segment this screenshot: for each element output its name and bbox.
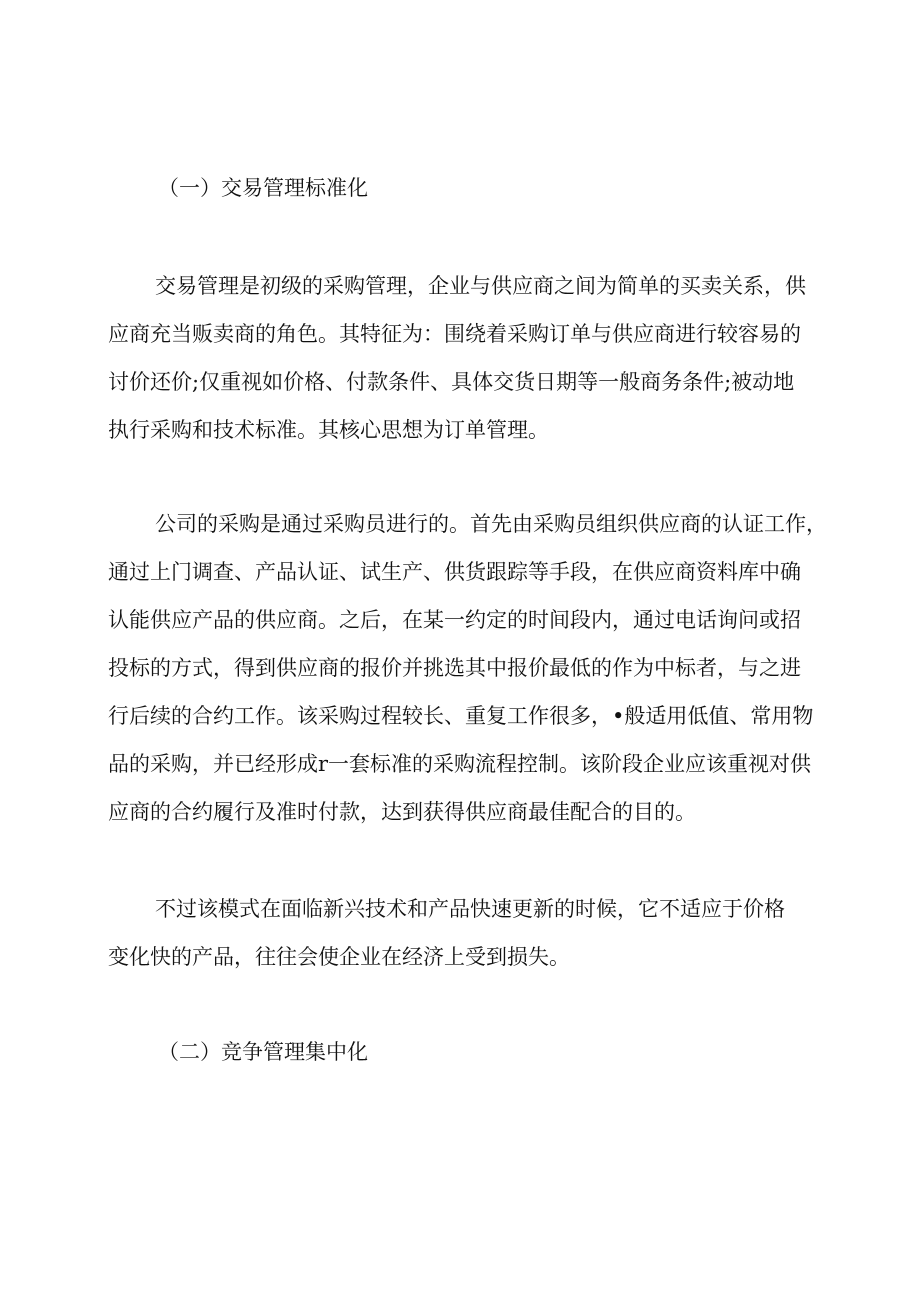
paragraph-line: 品的采购，并已经形成r一套标准的采购流程控制。该阶段企业应该重视对供 — [108, 752, 812, 776]
section-heading-competition-management: （二）竞争管理集中化 — [158, 1040, 368, 1064]
paragraph-line: 应商充当贩卖商的角色。其特征为：围绕着采购订单与供应商进行较容易的 — [108, 322, 801, 346]
paragraph-model-limitations — [108, 885, 824, 981]
paragraph-line: 应商的合约履行及准时付款，达到获得供应商最佳配合的目的。 — [108, 800, 696, 824]
paragraph-line: 行后续的合约工作。该采购过程较长、重复工作很多，•般适用低值、常用物 — [108, 704, 814, 728]
paragraph-line: 执行采购和技术标准。其核心思想为订单管理。 — [108, 418, 549, 442]
section-heading-transaction-management: （一）交易管理标准化 — [158, 176, 368, 200]
paragraph-line: 投标的方式，得到供应商的报价并挑选其中报价最低的作为中标者，与之进 — [108, 656, 801, 680]
paragraph-purchasing-process — [108, 500, 827, 836]
paragraph-line: 公司的采购是通过采购员进行的。首先由采购员组织供应商的认证工作， — [155, 512, 827, 536]
paragraph-line: 变化快的产品，往往会使企业在经济上受到损失。 — [108, 945, 570, 969]
paragraph-line: 讨价还价;仅重视如价格、付款条件、具体交货日期等一般商务条件;被动地 — [108, 370, 795, 394]
paragraph-line: 不过该模式在面临新兴技术和产品快速更新的时候，它不适应于价格 — [155, 897, 785, 921]
paragraph-line: 通过上门调查、产品认证、试生产、供货跟踪等手段，在供应商资料库中确 — [108, 560, 801, 584]
paragraph-transaction-overview — [108, 262, 824, 454]
paragraph-line: 认能供应产品的供应商。之后，在某一约定的时间段内，通过电话询问或招 — [108, 608, 801, 632]
paragraph-line: 交易管理是初级的采购管理，企业与供应商之间为简单的买卖关系，供 — [155, 274, 806, 298]
